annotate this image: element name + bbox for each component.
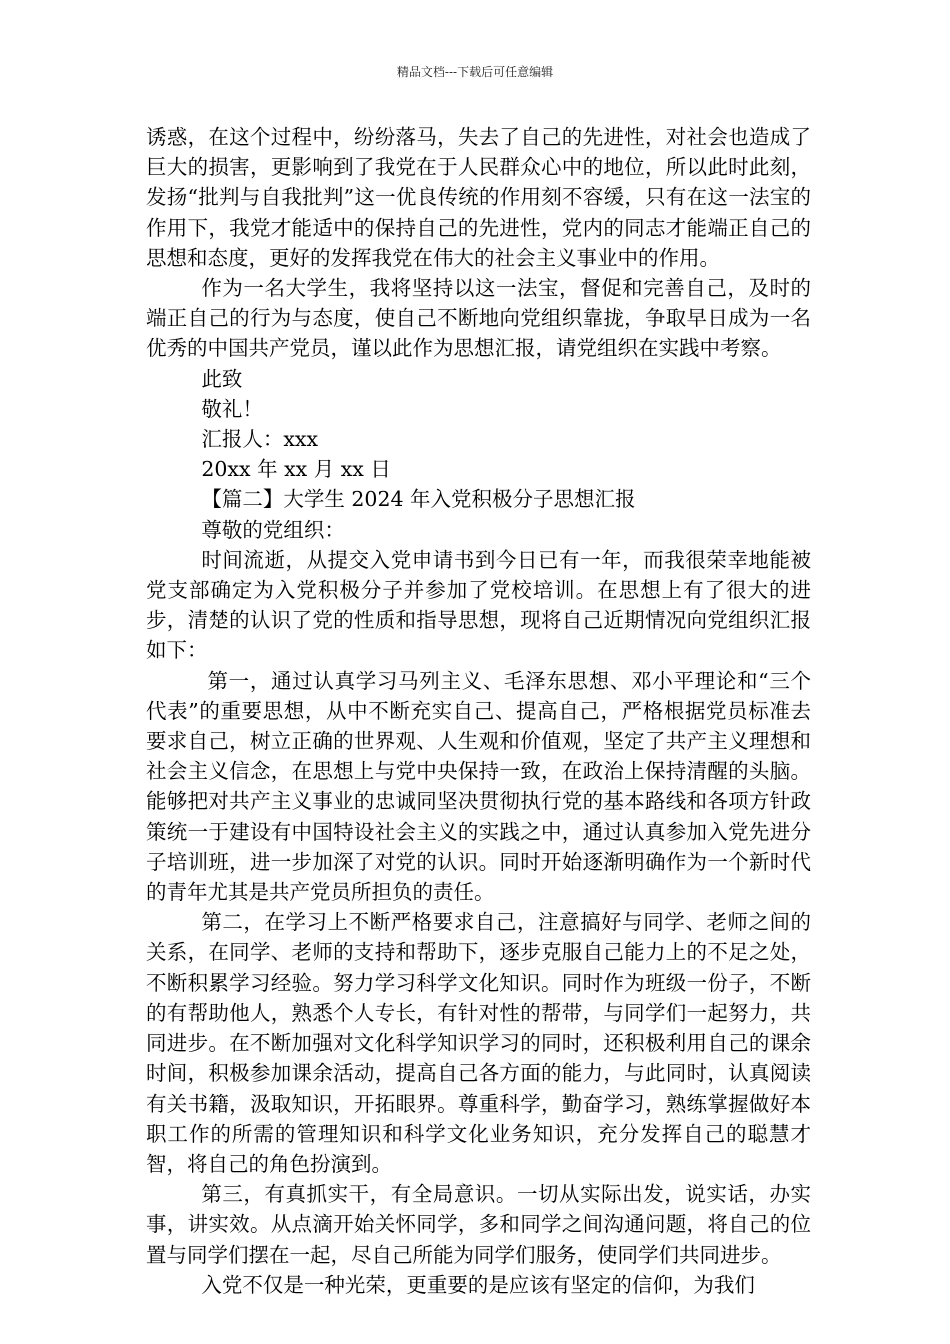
paragraph-student-commitment: 作为一名大学生，我将坚持以这一法宝，督促和完善自己，及时的端正自己的行为与态度，使自己不断地向党组织靠拢，争取早日成为一名优秀的中国共产党员，谨以此作为思想汇报，请党组织在实践中考察。 [146, 276, 811, 361]
paragraph-intro: 时间流逝，从提交入党申请书到今日已有一年，而我很荣幸地能被党支部确定为入党积极分子并参加了党校培训。在思想上有了很大的进步，清楚的认识了党的性质和指导思想，现将自己近期情况向党组织汇报如下： [146, 547, 811, 663]
closing-greeting: 此致 [201, 366, 243, 391]
section-title: 【篇二】大学生 2024 年入党积极分子思想汇报 [201, 487, 636, 512]
paragraph-second-point: 第二，在学习上不断严格要求自己，注意搞好与同学、老师之间的关系，在同学、老师的支持和帮助下，逐步克服自己能力上的不足之处，不断积累学习经验。努力学习科学文化知识。同时作为班级一份子，不断的有帮助他人，熟悉个人专长，有针对性的帮带，与同学们一起努力，共同进步。在不断加强对文化科学知识学习的同时，还积极利用自己的课余时间，积极参加课余活动，提高自己各方面的能力，与此同时，认真阅读有关书籍，汲取知识，开拓眼界。尊重科学，勤奋学习，熟练掌握做好本职工作的所需的管理知识和科学文化业务知识，充分发挥自己的聪慧才智，将自己的角色扮演到。 [146, 910, 811, 1176]
closing-salute: 敬礼！ [201, 396, 263, 421]
paragraph-first-point: 第一，通过认真学习马列主义、毛泽东思想、邓小平理论和“三个代表”的重要思想，从中不断充实自己、提高自己，严格根据党员标准去要求自己，树立正确的世界观、人生观和价值观，坚定了共产主义理想和社会主义信念，在思想上与党中央保持一致，在政治上保持清醒的头脑。能够把对共产主义事业的忠诚同坚决贯彻执行党的基本路线和各项方针政策统一于建设有中国特设社会主义的实践之中，通过认真参加入党先进分子培训班，进一步加深了对党的认识。同时开始逐渐明确作为一个新时代的青年尤其是共产党员所担负的责任。 [146, 668, 811, 905]
document-body [146, 122, 811, 1300]
date-line: 20xx 年 xx 月 xx 日 [201, 457, 391, 482]
paragraph-continuation: 诱惑，在这个过程中，纷纷落马，失去了自己的先进性，对社会也造成了巨大的损害，更影响到了我党在于人民群众心中的地位，所以此时此刻，发扬“批判与自我批判”这一优良传统的作用刻不容缓，只有在这一法宝的作用下，我党才能适中的保持自己的先进性，党内的同志才能端正自己的思想和态度，更好的发挥我党在伟大的社会主义事业中的作用。 [146, 125, 811, 270]
reporter-line: 汇报人：xxx [201, 427, 319, 452]
paragraph-final: 入党不仅是一种光荣，更重要的是应该有坚定的信仰，为我们 [201, 1272, 755, 1297]
salutation: 尊敬的党组织： [201, 517, 345, 542]
page-header: 精品文档---下载后可任意编辑 [396, 65, 554, 79]
paragraph-third-point: 第三，有真抓实干，有全局意识。一切从实际出发，说实话，办实事，讲实效。从点滴开始关怀同学，多和同学之间沟通问题，将自己的位置与同学们摆在一起，尽自己所能为同学们服务，使同学们共同进步。 [146, 1182, 811, 1267]
